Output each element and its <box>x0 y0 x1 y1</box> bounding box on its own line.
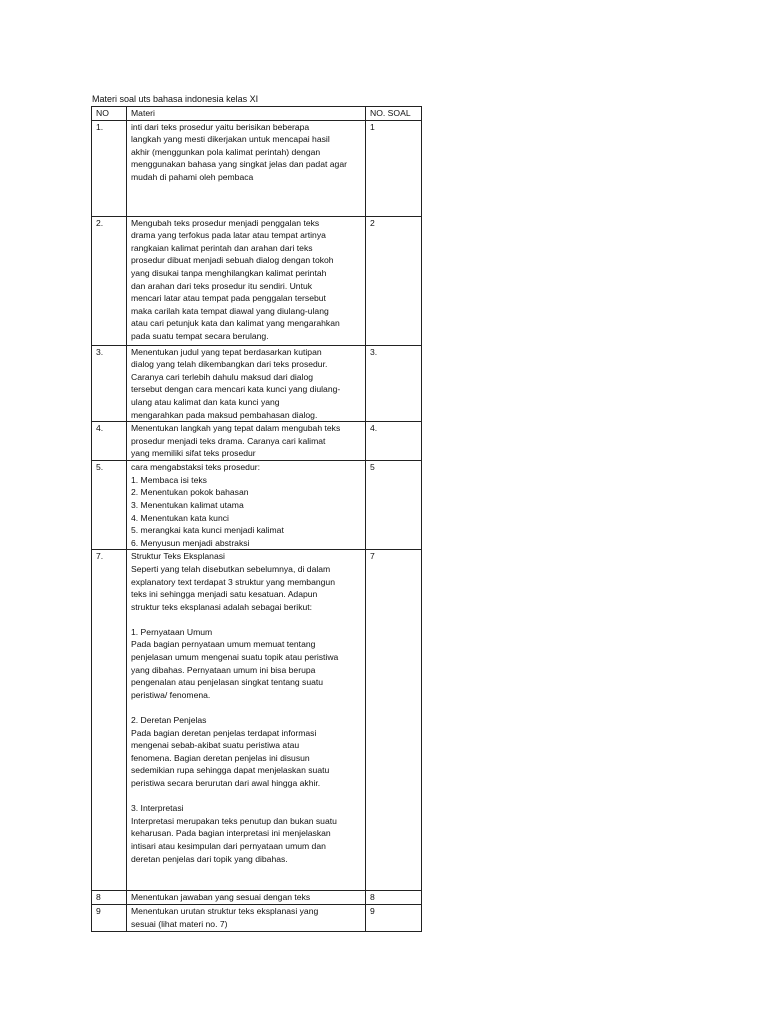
row-number: 5. <box>92 461 127 550</box>
row-number: 3. <box>92 345 127 422</box>
row-materi <box>127 550 366 891</box>
row-materi-text: Mengubah teks prosedur menjadi penggalan teks drama yang terfokus pada latar atau tempat artinya rangkaian kalimat perintah dan arahan dari teks prosedur dibuat menjadi sebuah dialog dengan tokoh yang disukai tanpa menghilangkan kalimat perintah dan arahan dari teks prosedur itu sendiri. Untuk mencari latar atau tempat pada penggalan tersebut maka carilah kata tempat diawal yang diulang-ulang atau cari petunjuk kata dan kalimat yang mengarahkan pada suatu tempat secara berulang. <box>131 217 340 341</box>
row-materi-text: inti dari teks prosedur yaitu berisikan beberapa langkah yang mesti dikerjakan untuk mencapai hasil akhir (menggunkan pola kalimat perintah) dengan menggunakan bahasa yang singkat jelas dan padat agar mudah di pahami oleh pembaca <box>131 121 347 182</box>
document-title: Materi soal uts bahasa indonesia kelas XI <box>92 94 259 104</box>
table-row <box>92 216 422 345</box>
row-materi-text: cara mengabstaksi teks prosedur: 1. Membaca isi teks 2. Menentukan pokok bahasan 3. Menentukan kalimat utama 4. Menentukan kata kunci 5. merangkai kata kunci menjadi kalimat 6. Menyusun menjadi abstraksi <box>131 462 284 548</box>
row-number: 4. <box>92 422 127 461</box>
row-number: 1. <box>92 120 127 216</box>
header-no-soal: NO. SOAL <box>366 107 422 121</box>
table-row <box>92 904 422 931</box>
row-soal-number: 7 <box>366 550 422 891</box>
row-number: 2. <box>92 216 127 345</box>
table-row <box>92 550 422 891</box>
row-soal-number: 2 <box>366 216 422 345</box>
materi-table <box>91 106 422 932</box>
header-no: NO <box>92 107 127 121</box>
row-soal-number: 1 <box>366 120 422 216</box>
row-materi <box>127 904 366 931</box>
row-materi-text: Menentukan langkah yang tepat dalam mengubah teks prosedur menjadi teks drama. Caranya cari kalimat yang memiliki sifat teks prosedur <box>131 423 341 459</box>
row-number: 7. <box>92 550 127 891</box>
table-row <box>92 345 422 422</box>
row-soal-number: 5 <box>366 461 422 550</box>
row-materi <box>127 345 366 422</box>
table-row <box>92 422 422 461</box>
row-materi <box>127 891 366 905</box>
row-number: 8 <box>92 891 127 905</box>
row-soal-number: 3. <box>366 345 422 422</box>
table-row <box>92 461 422 550</box>
row-materi <box>127 216 366 345</box>
table-row <box>92 891 422 905</box>
row-materi-text: Menentukan urutan struktur teks eksplanasi yang sesuai (lihat materi no. 7) <box>131 905 319 929</box>
header-materi: Materi <box>127 107 366 121</box>
table-header-row <box>92 107 422 121</box>
row-materi <box>127 461 366 550</box>
row-materi-text: Menentukan judul yang tepat berdasarkan kutipan dialog yang telah dikembangkan dari teks prosedur. Caranya cari terlebih dahulu maksud dari dialog tersebut dengan cara mencari kata kunci yang diulang- ulang atau kalimat dan kata kunci yang mengarahkan pada maksud pembahasan dialog. <box>131 346 341 420</box>
row-materi <box>127 120 366 216</box>
row-materi-text: Menentukan jawaban yang sesuai dengan teks <box>131 892 311 903</box>
row-materi <box>127 422 366 461</box>
row-soal-number: 9 <box>366 904 422 931</box>
row-soal-number: 4. <box>366 422 422 461</box>
table-row <box>92 120 422 216</box>
row-materi-text: Struktur Teks Eksplanasi Seperti yang telah disebutkan sebelumnya, di dalam explanatory text terdapat 3 struktur yang membangun teks ini sehingga menjadi satu kesatuan. Adapun struktur teks eksplanasi adalah sebagai berikut: 1. Pernyataan Umum Pada bagian pernyataan umum memuat tentang penjelasan umum mengenai suatu topik atau peristiwa yang dibahas. Pernyataan umum ini bisa berupa pengenalan atau penjelasan singkat tentang suatu peristiwa/ fenomena. 2. Deretan Penjelas Pada bagian deretan penjelas terdapat informasi mengenai sebab-akibat suatu peristiwa atau fenomena. Bagian deretan penjelas ini disusun sedemikian rupa sehingga dapat menjelaskan suatu peristiwa secara berurutan dari awal hingga akhir. 3. Interpretasi Interpretasi merupakan teks penutup dan bukan suatu keharusan. Pada bagian interpretasi ini menjelaskan intisari atau kesimpulan dari pernyataan umum dan deretan penjelas dari topik yang dibahas. <box>131 551 339 864</box>
row-number: 9 <box>92 904 127 931</box>
row-soal-number: 8 <box>366 891 422 905</box>
